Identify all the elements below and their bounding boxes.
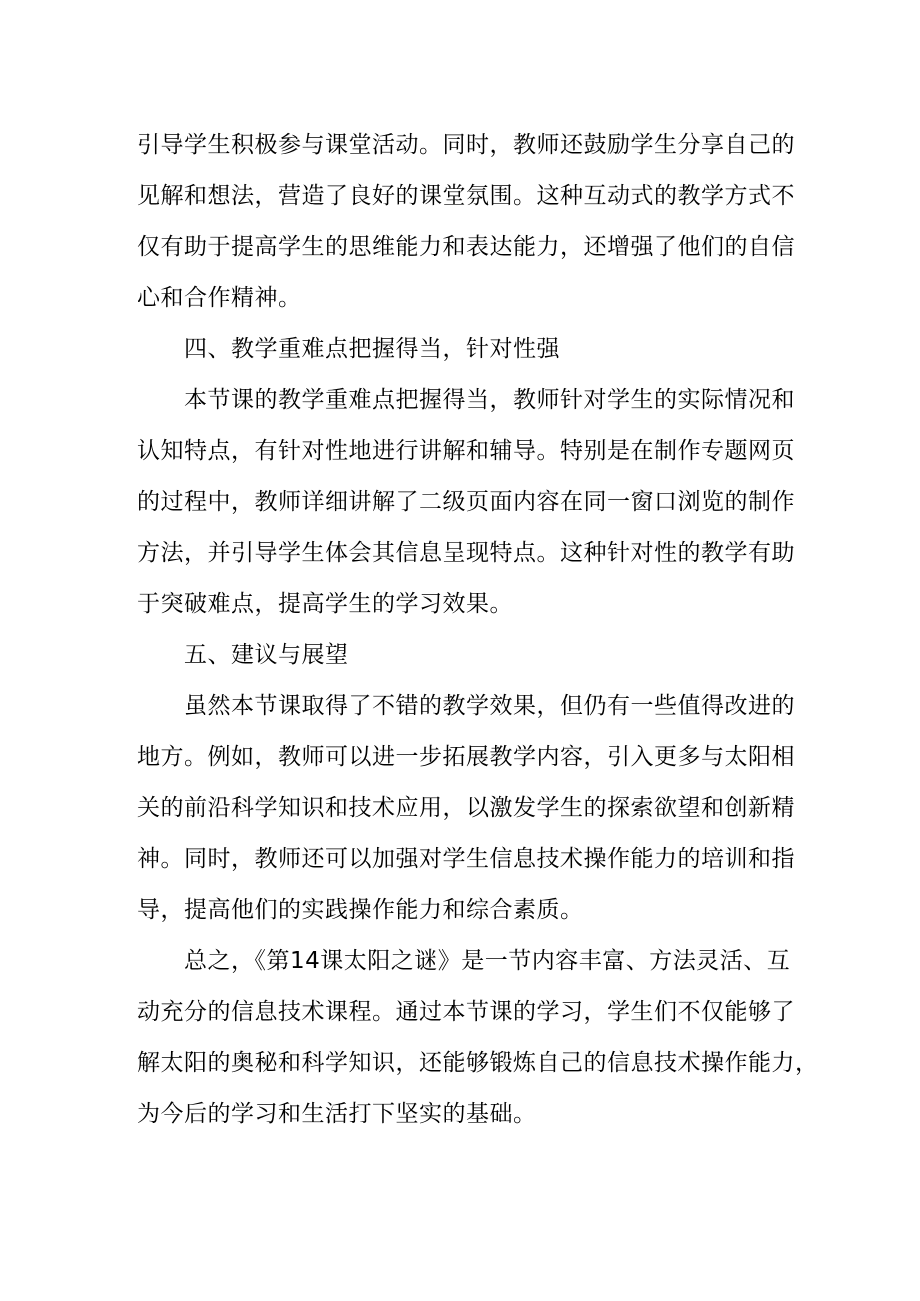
section-heading-5	[137, 630, 787, 681]
text-line: 导，提高他们的实践操作能力和综合素质。	[137, 897, 584, 923]
text-line: 动充分的信息技术课程。通过本节课的学习，学生们不仅能够了	[137, 999, 795, 1025]
text-line: 为今后的学习和生活打下坚实的基础。	[137, 1101, 537, 1127]
text-line: 心和合作精神。	[137, 285, 302, 311]
text-line: 仅有助于提高学生的思维能力和表达能力，还增强了他们的自信	[137, 234, 795, 260]
text-line: 认知特点，有针对性地进行讲解和辅导。特别是在制作专题网页	[137, 438, 795, 464]
paragraph-conclusion	[137, 936, 819, 1140]
text-line: 神。同时，教师还可以加强对学生信息技术操作能力的培训和指	[137, 846, 795, 872]
text-line: 的过程中，教师详细讲解了二级页面内容在同一窗口浏览的制作	[137, 489, 795, 515]
text-line: 引导学生积极参与课堂活动。同时，教师还鼓励学生分享自己的	[137, 132, 795, 158]
text-line: 方法，并引导学生体会其信息呈现特点。这种针对性的教学有助	[137, 540, 795, 566]
text-line: 本节课的教学重难点把握得当，教师针对学生的实际情况和	[184, 387, 795, 413]
paragraph-section-5	[137, 681, 795, 936]
heading-text: 四、教学重难点把握得当，针对性强	[184, 336, 560, 362]
text-line: 于突破难点，提高学生的学习效果。	[137, 591, 513, 617]
section-heading-4	[137, 324, 787, 375]
paragraph-intro-continuation	[137, 120, 795, 324]
document-body	[137, 120, 819, 1140]
text-line: 总之，《第14课太阳之谜》是一节内容丰富、方法灵活、互	[184, 948, 791, 974]
text-line: 解太阳的奥秘和科学知识，还能够锻炼自己的信息技术操作能力，	[137, 1050, 819, 1076]
heading-text: 五、建议与展望	[184, 642, 349, 668]
text-line: 虽然本节课取得了不错的教学效果，但仍有一些值得改进的	[184, 693, 795, 719]
text-line: 地方。例如，教师可以进一步拓展教学内容，引入更多与太阳相	[137, 744, 795, 770]
text-line: 关的前沿科学知识和技术应用，以激发学生的探索欲望和创新精	[137, 795, 795, 821]
text-line: 见解和想法，营造了良好的课堂氛围。这种互动式的教学方式不	[137, 183, 795, 209]
paragraph-section-4	[137, 375, 795, 630]
